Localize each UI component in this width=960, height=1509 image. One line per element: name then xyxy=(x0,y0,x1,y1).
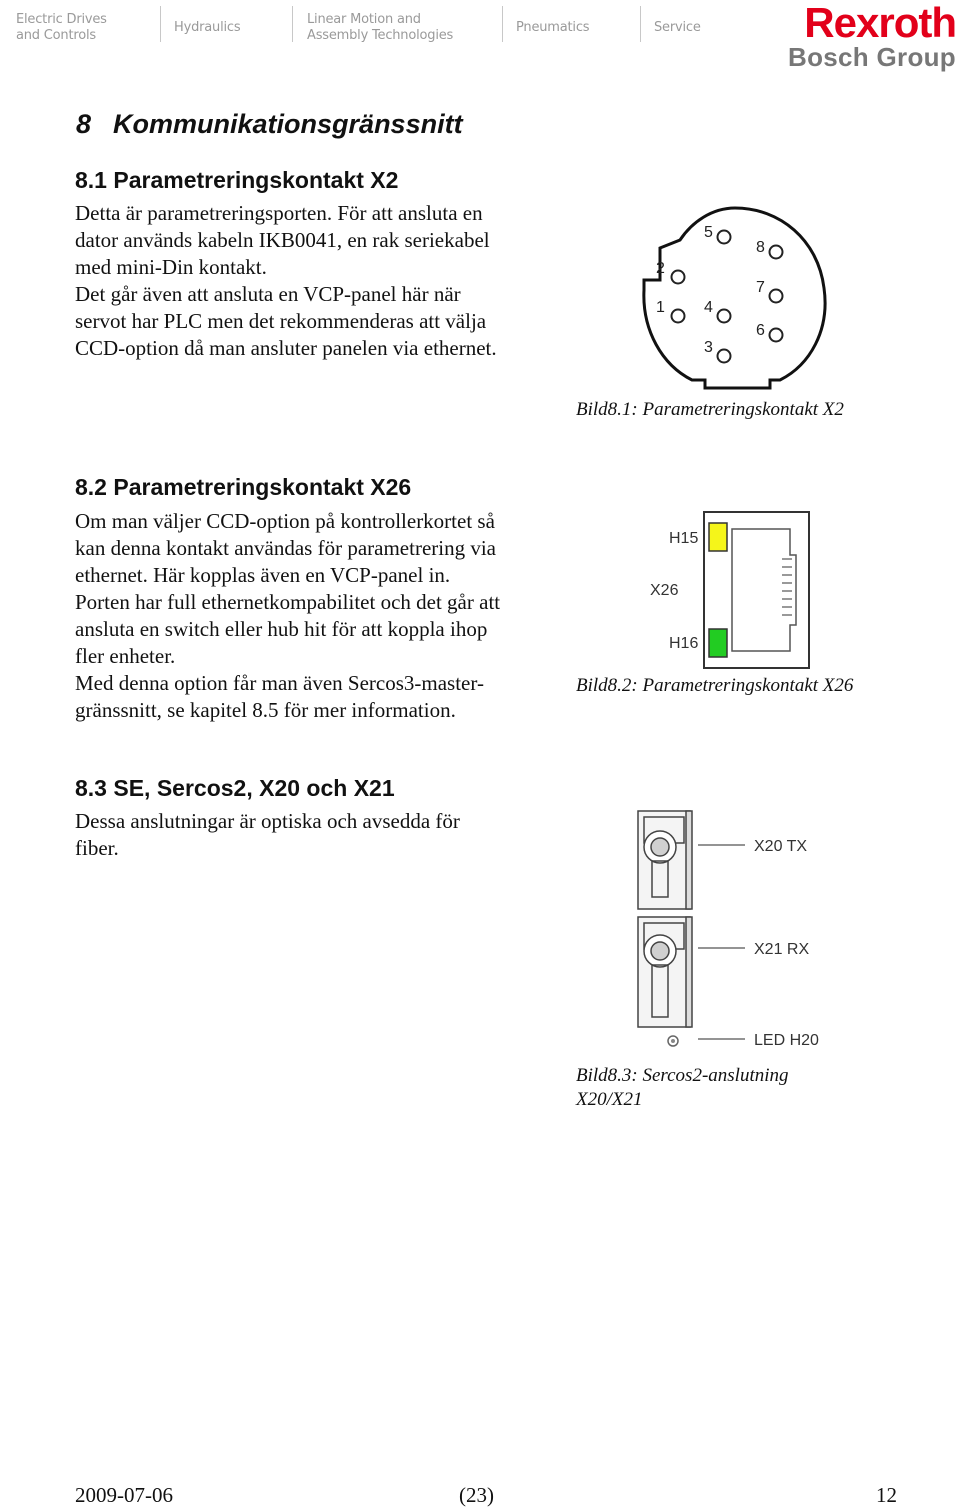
ethernet-connector-figure xyxy=(640,505,820,675)
label-led-h20: LED H20 xyxy=(754,1032,819,1049)
header-item-linear-motion xyxy=(307,12,453,44)
header-item-line: Linear Motion and xyxy=(307,12,421,27)
header-item-hydraulics xyxy=(174,20,240,36)
caption-line: Bild8.2: Parametreringskontakt X26 xyxy=(576,675,854,696)
label-x20-tx: X20 TX xyxy=(754,838,808,855)
pin-label: 3 xyxy=(704,339,713,356)
text-line: dator används kabeln IKB0041, en rak seriekabel xyxy=(75,228,490,252)
header-item-line: Service xyxy=(654,20,701,35)
figure-caption-8-1 xyxy=(576,398,844,422)
header-item-pneumatics xyxy=(516,20,589,36)
x20-tx-connector xyxy=(638,811,692,909)
pin-label: 1 xyxy=(656,299,665,316)
chapter-title: Kommunikationsgränssnitt xyxy=(113,109,463,139)
text-line: Detta är parametreringsporten. För att ansluta en xyxy=(75,201,483,225)
pin-6 xyxy=(770,329,783,342)
text-line: Om man väljer CCD-option på kontrollerkortet så xyxy=(75,509,495,533)
text-line: CCD-option då man ansluter panelen via ethernet. xyxy=(75,336,497,360)
text-line: Det går även att ansluta en VCP-panel här när xyxy=(75,282,461,306)
header-item-line: Pneumatics xyxy=(516,20,590,35)
section-text-8-2 xyxy=(75,508,565,724)
section-text-8-1 xyxy=(75,200,565,362)
pin-7 xyxy=(770,290,783,303)
pin-8 xyxy=(770,246,783,259)
pin-label: 4 xyxy=(704,299,713,316)
pin-5 xyxy=(718,231,731,244)
text-line: ansluta en switch eller hub hit för att koppla ihop xyxy=(75,617,488,641)
text-line: ethernet. Här kopplas även en VCP-panel in. xyxy=(75,563,451,587)
pin-1 xyxy=(672,310,685,323)
section-heading-8-3: 8.3 SE, Sercos2, X20 och X21 xyxy=(75,775,395,801)
footer-page-number: 12 xyxy=(876,1483,897,1507)
pin-label: 6 xyxy=(756,322,765,339)
figure-caption-8-2 xyxy=(576,674,853,698)
label-h16: H16 xyxy=(669,635,699,652)
pin-label: 2 xyxy=(656,260,665,277)
rexroth-logo: Rexroth xyxy=(804,0,956,46)
header-divider xyxy=(640,6,641,42)
text-line: kan denna kontakt användas för parametrering via xyxy=(75,536,496,560)
label-x26: X26 xyxy=(650,582,679,599)
caption-line: X20/X21 xyxy=(576,1089,643,1110)
rj45-contacts xyxy=(782,559,792,615)
page-header xyxy=(0,0,960,78)
text-line: Med denna option får man även Sercos3-master- xyxy=(75,671,484,695)
pin-label: 5 xyxy=(704,224,713,241)
footer-date: 2009-07-06 xyxy=(75,1483,173,1507)
mini-din-connector-figure xyxy=(630,200,840,400)
header-item-line: Hydraulics xyxy=(174,20,241,35)
sercos2-fiber-connector-figure xyxy=(630,805,830,1055)
header-divider xyxy=(292,6,293,42)
pin-2 xyxy=(672,271,685,284)
chapter-number: 8 xyxy=(76,109,92,139)
connector-outline xyxy=(644,208,825,388)
x21-rx-connector xyxy=(638,917,692,1027)
header-divider xyxy=(160,6,161,42)
pin-label: 8 xyxy=(756,239,765,256)
header-item-line: and Controls xyxy=(16,28,96,43)
section-text-8-3 xyxy=(75,808,565,862)
footer-page-paren: (23) xyxy=(459,1483,494,1507)
label-x21-rx: X21 RX xyxy=(754,941,810,958)
caption-line: Bild8.3: Sercos2-anslutning xyxy=(576,1065,789,1086)
bosch-group-logo: Bosch Group xyxy=(788,42,956,72)
caption-line: Bild8.1: Parametreringskontakt X2 xyxy=(576,399,844,420)
text-line: Porten har full ethernetkompabilitet och det går att xyxy=(75,590,501,614)
led-h16 xyxy=(709,629,727,657)
header-item-line: Electric Drives xyxy=(16,12,107,27)
header-divider xyxy=(502,6,503,42)
header-item-line: Assembly Technologies xyxy=(307,28,454,43)
rj45-opening xyxy=(732,529,796,651)
section-heading-8-1: 8.1 Parametreringskontakt X2 xyxy=(75,167,399,193)
text-line: servot har PLC men det rekommenderas att välja xyxy=(75,309,487,333)
text-line: fler enheter. xyxy=(75,644,176,668)
pin-label: 7 xyxy=(756,279,765,296)
pin-3 xyxy=(718,350,731,363)
header-item-service xyxy=(654,20,701,36)
text-line: Dessa anslutningar är optiska och avsedda för xyxy=(75,809,460,833)
figure-caption-8-3 xyxy=(576,1064,789,1112)
header-item-electric-drives xyxy=(16,12,107,44)
label-h15: H15 xyxy=(669,530,699,547)
section-heading-8-2: 8.2 Parametreringskontakt X26 xyxy=(75,474,412,500)
chapter-heading xyxy=(76,106,463,142)
text-line: gränssnitt, se kapitel 8.5 för mer information. xyxy=(75,698,456,722)
text-line: fiber. xyxy=(75,836,119,860)
led-h15 xyxy=(709,523,727,551)
text-line: med mini-Din kontakt. xyxy=(75,255,267,279)
pin-4 xyxy=(718,310,731,323)
